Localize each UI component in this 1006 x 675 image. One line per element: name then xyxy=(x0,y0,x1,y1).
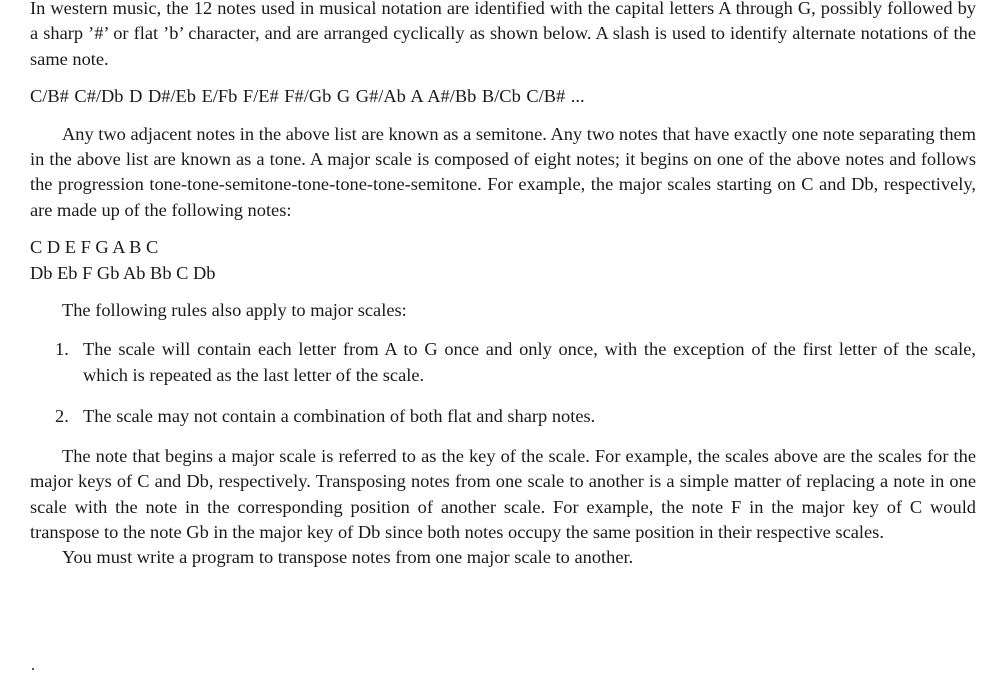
rule-item xyxy=(30,337,976,388)
rules-list xyxy=(30,337,976,429)
page-mark xyxy=(32,668,34,670)
rule-number: 1. xyxy=(55,339,69,360)
rules-intro: The following rules also apply to major scales: xyxy=(62,300,407,321)
scale-examples xyxy=(30,235,976,286)
rule-number: 2. xyxy=(55,406,69,427)
rule-text: The scale may not contain a combination of both flat and sharp notes. xyxy=(83,406,596,427)
rule-item xyxy=(30,404,976,429)
key-paragraph: The note that begins a major scale is referred to as the key of the scale. For example, the scales above are the scales for the major keys of C and Db, respectively. Transposing notes from one scale to another is a simple matter of replacing a note in one scale with the note in the corresponding position of another scale. For example, the note F in the major key of C would transpose to the note Gb in the major key of Db since both notes occupy the same position in their respective scales. xyxy=(30,445,976,542)
task-paragraph: You must write a program to transpose notes from one major scale to another. xyxy=(62,547,634,568)
scale-example-c: C D E F G A B C xyxy=(30,237,159,258)
note-cycle-line: C/B# C#/Db D D#/Eb E/Fb F/E# F#/Gb G G#/Ab A A#/Bb B/Cb C/B# ... xyxy=(30,86,585,107)
semitone-paragraph: Any two adjacent notes in the above list are known as a semitone. Any two notes that have exactly one note separating them in the above list are known as a tone. A major scale is composed of eight notes; it begins on one of the above notes and follows the progression tone-tone-semitone-tone-tone-tone-semitone. For example, the major scales starting on C and Db, respectively, are made up of the following notes: xyxy=(30,123,976,220)
rule-text: The scale will contain each letter from A to G once and only once, with the exception of the first letter of the scale, which is repeated as the last letter of the scale. xyxy=(83,339,976,385)
intro-paragraph: In western music, the 12 notes used in musical notation are identified with the capital letters A through G, possibly followed by a sharp ’#’ or flat ’b’ character, and are arranged cyclically as shown below. A slash is used to identify alternate notations of the same note. xyxy=(30,0,976,69)
scale-example-db: Db Eb F Gb Ab Bb C Db xyxy=(30,262,216,283)
document-body xyxy=(30,0,976,571)
